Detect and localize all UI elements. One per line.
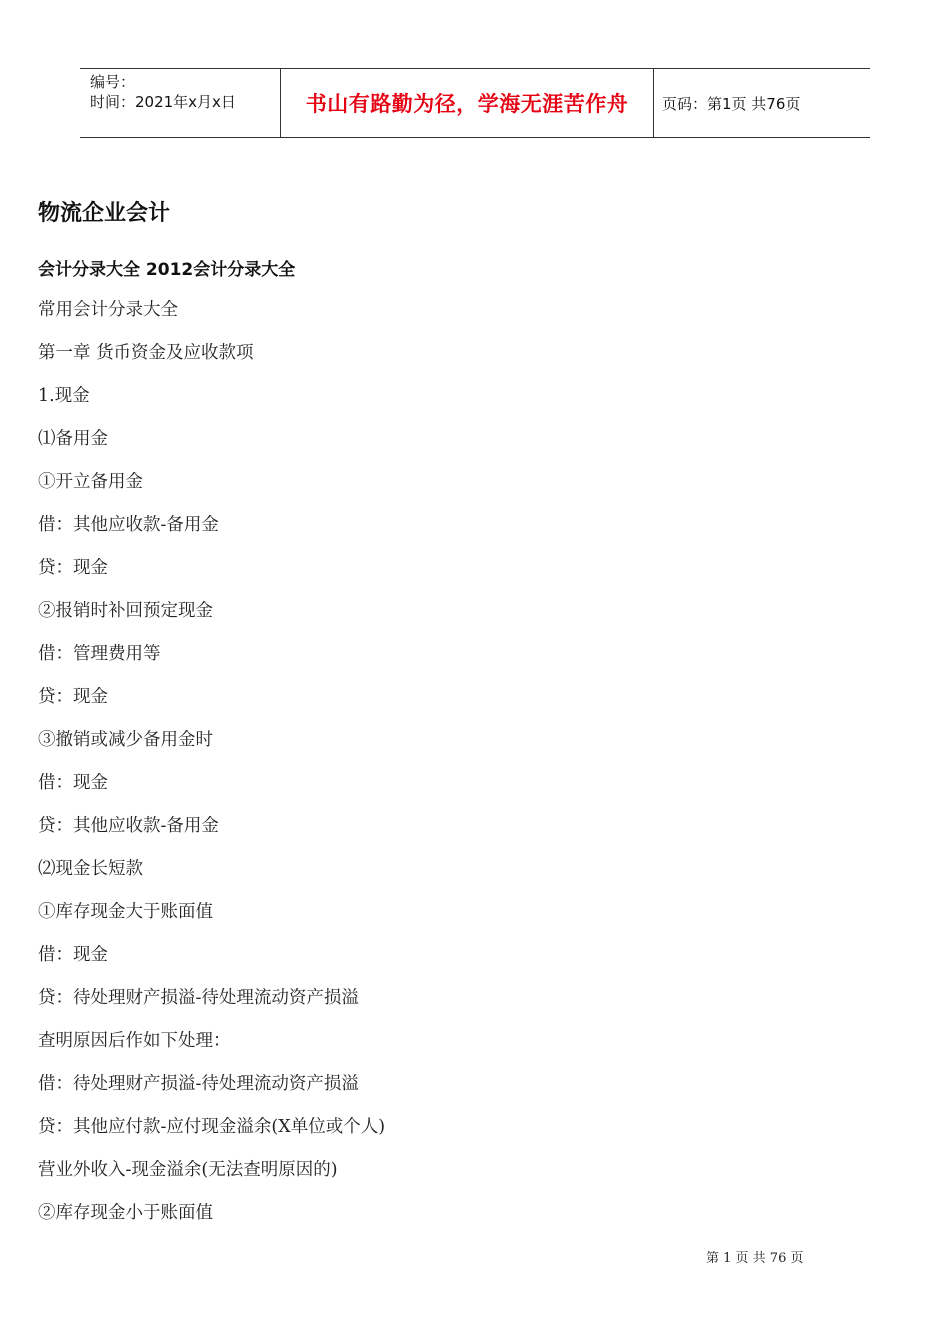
text-line: 营业外收入-现金溢余(无法查明原因的) [38, 1160, 338, 1180]
text-line: ②库存现金小于账面值 [38, 1203, 213, 1223]
text-line: 查明原因后作如下处理： [38, 1031, 231, 1051]
text-line: 借：其他应收款-备用金 [38, 515, 219, 535]
text-line: 借：现金 [38, 773, 108, 793]
text-line: 贷：现金 [38, 687, 108, 707]
header-meta-cell [80, 69, 281, 137]
text-line: 贷：其他应收款-备用金 [38, 816, 219, 836]
motto-text: 书山有路勤为径，学海无涯苦作舟 [305, 92, 629, 116]
text-line: 第一章 货币资金及应收款项 [38, 343, 254, 363]
text-line: 借：管理费用等 [38, 644, 161, 664]
time-label: 时间：2021年x月x日 [90, 93, 236, 111]
text-line: ②报销时补回预定现金 [38, 601, 213, 621]
serial-number-label: 编号： [90, 73, 136, 91]
page-header [80, 68, 870, 138]
text-line: ①开立备用金 [38, 472, 143, 492]
document-body [38, 298, 385, 1244]
document-subtitle: 会计分录大全 2012会计分录大全 [38, 260, 296, 280]
text-line: 贷：其他应付款-应付现金溢余(X单位或个人) [38, 1117, 386, 1137]
page-info: 页码：第1页 共76页 [662, 94, 801, 113]
page-footer: 第 1 页 共 76 页 [706, 1251, 804, 1266]
text-line: 贷：现金 [38, 558, 108, 578]
text-line: ⑵现金长短款 [38, 859, 143, 879]
text-line: 借：现金 [38, 945, 108, 965]
text-line: ①库存现金大于账面值 [38, 902, 213, 922]
text-line: ③撤销或减少备用金时 [38, 730, 213, 750]
text-line: 贷：待处理财产损溢-待处理流动资产损溢 [38, 988, 359, 1008]
header-motto-cell [281, 69, 654, 137]
text-line: 1.现金 [38, 386, 90, 406]
text-line: 借：待处理财产损溢-待处理流动资产损溢 [38, 1074, 359, 1094]
header-page-cell [654, 69, 870, 137]
text-line: 常用会计分录大全 [38, 300, 178, 320]
text-line: ⑴备用金 [38, 429, 108, 449]
document-title: 物流企业会计 [38, 201, 171, 226]
